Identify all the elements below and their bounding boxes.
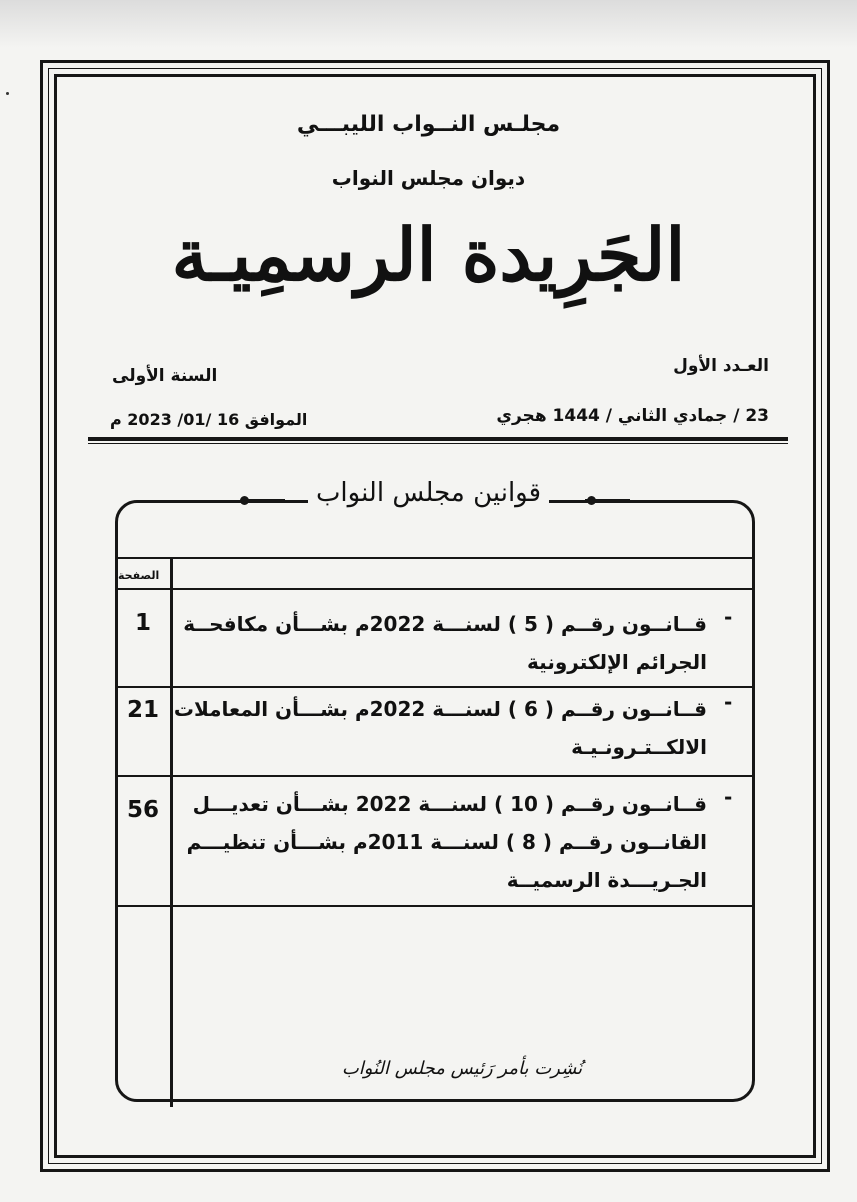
entry-title: [174, 690, 707, 766]
scan-speck: [6, 92, 9, 95]
entry-line: قــانــون رقــم ( 10 ) لسنـــة 2022 بشـــأن تعديـــل: [192, 792, 707, 816]
section-title: [0, 478, 857, 508]
entry-title: [187, 785, 707, 899]
entry-line: قــانــون رقــم ( 6 ) لسنـــة 2022م بشـــأن المعاملات: [173, 697, 707, 721]
row-divider-3: [116, 905, 752, 907]
entry-bullet: -: [724, 690, 733, 714]
entry-title: [183, 605, 707, 681]
entry-line: قــانــون رقــم ( 5 ) لسنـــة 2022م بشـــأن مكافحــة: [183, 612, 707, 636]
entry-bullet: -: [724, 605, 733, 629]
page-column-header: الصفحة: [118, 569, 160, 582]
date-divider: [88, 437, 788, 444]
gregorian-date: الموافق 16 /01/ 2023 م: [110, 410, 308, 429]
gazette-masthead: الجَرِيدة الرسمِيـة: [171, 212, 686, 297]
entry-page-number: 21: [126, 697, 159, 723]
page-column-divider: [170, 557, 173, 1107]
entry-bullet: -: [724, 785, 733, 809]
entry-line: القانــون رقــم ( 8 ) لسنـــة 2011م بشـــأن تنظيـــم: [186, 830, 707, 854]
entry-line: الالكــتـرونـيـة: [571, 735, 707, 759]
hijri-date: 23 / جمادي الثاني / 1444 هجري: [496, 406, 769, 426]
entry-page-number: 56: [126, 797, 159, 823]
issue-year: السنة الأولى: [112, 366, 218, 386]
issue-number: العـدد الأول: [673, 356, 769, 376]
office-name: ديوان مجلس النواب: [331, 166, 526, 190]
publication-note: نُشِرت بأمر رَئيس مجلس النُواب: [341, 1058, 583, 1079]
scan-shadow: [0, 0, 857, 48]
section-title-text: قوانين مجلس النواب: [308, 478, 549, 508]
entry-page-number: 1: [134, 610, 151, 636]
entry-line: الجرائم الإلكترونية: [527, 650, 707, 674]
parliament-name: مجلـس النــواب الليبـــي: [296, 112, 561, 137]
row-divider-1: [116, 686, 752, 688]
row-divider-2: [116, 775, 752, 777]
table-header-rule: [116, 588, 752, 590]
table-top-rule: [116, 557, 752, 559]
entry-line: الجـريـــدة الرسميــة: [506, 868, 707, 892]
